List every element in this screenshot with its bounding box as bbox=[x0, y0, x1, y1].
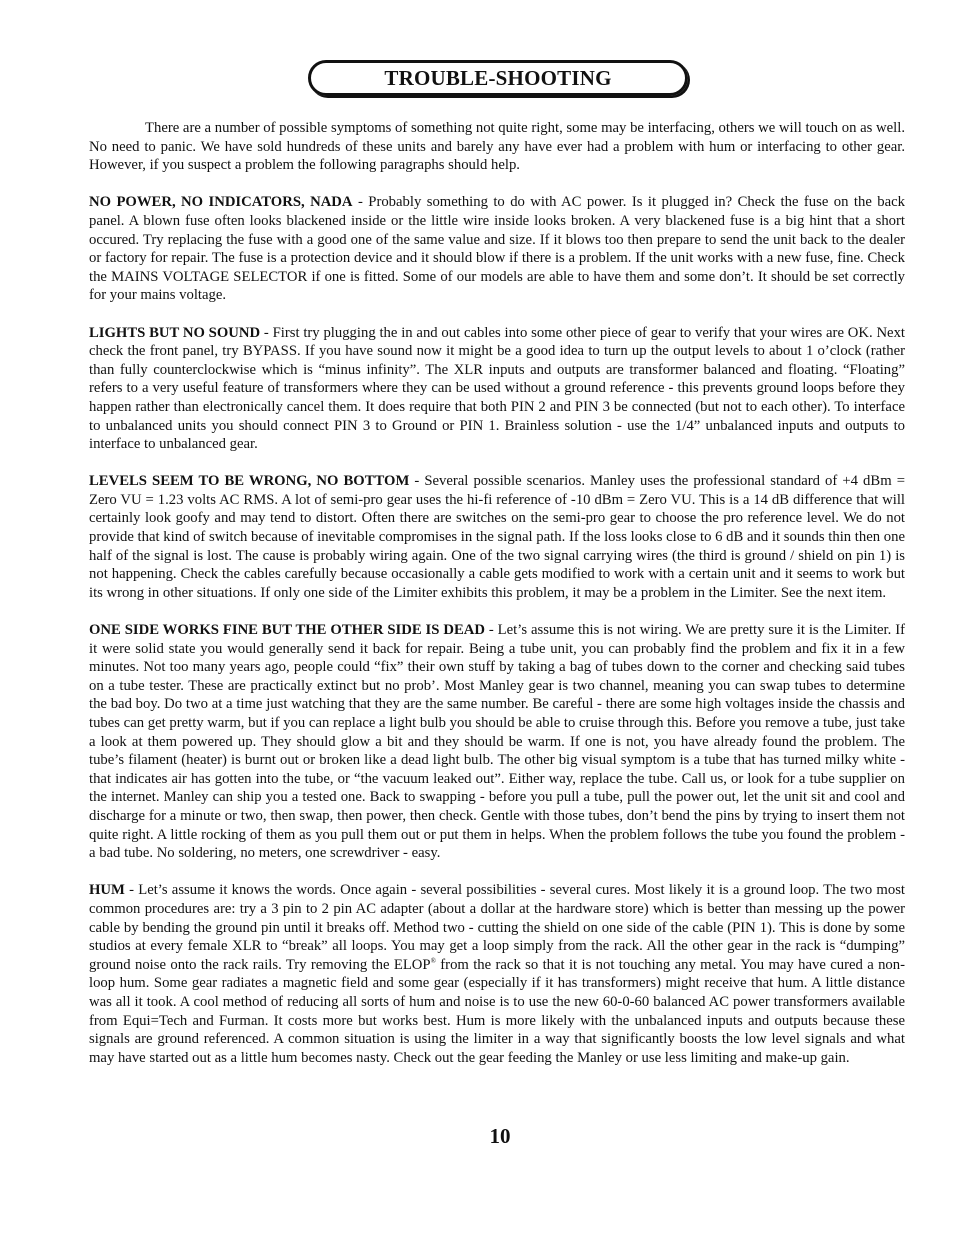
document-body bbox=[89, 119, 905, 1086]
paragraph-levels-wrong bbox=[89, 472, 905, 602]
body-hum-part2: from the rack so that it is not touching any metal. You may have cured a non-loop hum. Some gear radiates a magnetic field and some gear (especially if it has transformers) might receive that hum. A little distance was all it took. A cool method of reducing all sorts of hum and noise is to use the new 60-0-60 balanced AC power transformers available from Equi=Tech and Furman. It costs more but works best. Hum is more likely with the unbalanced inputs and outputs because these signals are ground referenced. A common situation is using the limiter in a way that significantly boosts the low level signals and what may have started out as a little hum becomes nasty. Check out the gear feeding the Manley or use less limiting and make-up gain. bbox=[89, 956, 905, 1066]
body-one-side-dead: - Let’s assume this is not wiring. We are pretty sure it is the Limiter. If it were solid state you would generally send it back for repair. Being a tube unit, you can probably find the problem and fix it in a few minutes. Not too many years ago, people could “fix” their own stuff by taking a bag of tubes down to the corner and checking said tubes on a tube tester. These are practically extinct but no prob’. Most Manley gear is two channel, meaning you can swap tubes to determine the bad boy. Do two at a time just watching that they are the same number. Be careful - there are some high voltages inside the chassis and tubes can get pretty warm, but if you can replace a light bulb you should be able to cruise through this. Before you remove a tube, just take a look at them powered up. They should glow a bit and they should be warm. If one is not, you have already found the problem. The tube’s filament (heater) is burnt out or broken like a dead light bulb. The other big visual symptom is a tube that has turned milky white - that indicates air has gotten into the tube, or “the vacuum leaked out”. Either way, replace the tube. Call us, or look for a tube supplier on the internet. Manley can ship you a tested one. Back to swapping - before you pull a tube, pull the power out, let the unit sit and cool and discharge for a minute or two, then swap, then power, then check. Gentle with those tubes, don’t bend the pins by trying to insert them not quite right. A little rocking of them as you pull them out or put them in helps. When the problem follows the tube you found the problem - a bad tube. No soldering, no meters, one screwdriver - easy. bbox=[89, 622, 905, 862]
body-levels-wrong: - Several possible scenarios. Manley uses the professional standard of +4 dBm = Zero VU = 1.23 volts AC RMS. A lot of semi-pro gear uses the hi-fi reference of -10 dBm = Zero VU. This is a 14 dB difference that will certainly look goofy and may tend to distort. Often there are switches on the semi-pro gear to choose the pro reference level. We do not provide that kind of switch because of inevitable compromises in the signal path. If the loss looks close to 6 dB and it sounds thin then one half of the signal is lost. The cause is probably wiring again. One of the two signal carrying wires (the third is ground / shield on pin 1) is not happening. Check the cables carefully because occasionally a cable gets modified to work with a certain unit and it seems to work but its wrong in other situations. If only one side of the Limiter exhibits this problem, it may be a problem in the Limiter. See the next item. bbox=[89, 473, 905, 601]
body-lights-no-sound: - First try plugging the in and out cables into some other piece of gear to verify that your wires are OK. Next check the front panel, try BYPASS. If you have sound now it might be a good idea to turn up the output levels to about 1 o’clock (rather than fully counterclockwise which is “minus infinity”. The XLR inputs and outputs are transformer balanced and floating. “Floating” refers to a very useful feature of transformers where they can be used without a ground reference - this prevents ground loops before they happen rather than electronically cancel them. It does require that both PIN 2 and PIN 3 be connected (but not to each other). To interface to unbalanced units you should connect PIN 3 to Ground or PIN 1. Brainless solution - use the 1/4” unbalanced inputs and outputs to interface to unbalanced gear. bbox=[89, 324, 905, 453]
paragraph-lights-no-sound bbox=[89, 324, 905, 454]
paragraph-one-side-dead bbox=[89, 621, 905, 863]
section-title-box bbox=[308, 60, 688, 96]
body-hum-part1: - Let’s assume it knows the words. Once again - several possibilities - several cures. Most likely it is a ground loop. The two most common procedures are: try a 3 pin to 2 pin AC adapter (about a dollar at the hardware store) which is better than messing up the power cable by bending the ground pin until it breaks off. Method two - cutting the shield on one side of the cable (PIN 1). This is done by some studios at every female XLR to “break” all loops. You may get a loop simply from the rack. All the other gear in the rack is “dumping” ground noise onto the rack rails. Try removing the ELOP bbox=[89, 882, 905, 973]
heading-lights-no-sound: LIGHTS BUT NO SOUND bbox=[89, 324, 261, 341]
registered-mark: ® bbox=[430, 956, 436, 965]
heading-levels-wrong: LEVELS SEEM TO BE WRONG, NO BOTTOM bbox=[89, 473, 410, 490]
paragraph-no-power bbox=[89, 193, 905, 305]
heading-hum: HUM bbox=[89, 882, 125, 899]
heading-one-side-dead: ONE SIDE WORKS FINE BUT THE OTHER SIDE IS DEAD bbox=[89, 622, 485, 639]
heading-no-power: NO POWER, NO INDICATORS, NADA bbox=[89, 194, 353, 211]
paragraph-hum bbox=[89, 881, 905, 1067]
body-no-power: - Probably something to do with AC power. Is it plugged in? Check the fuse on the back panel. A blown fuse often looks blackened inside or the little wire inside looks broken. A very blackened fuse is a big hint that a short occured. Try replacing the fuse with a good one of the same value and size. If it blows too then prepare to send the unit back to the dealer or factory for repair. The fuse is a protection device and it should blow if there is a problem. If the unit works with a new fuse, fine. Check the MAINS VOLTAGE SELECTOR if one is fitted. Some of our models are able to have them and some don’t. It should be set correctly for your mains voltage. bbox=[89, 194, 905, 304]
page-title: TROUBLE-SHOOTING bbox=[384, 65, 612, 90]
intro-paragraph: There are a number of possible symptoms of something not quite right, some may be interfacing, others we will touch on as well. No need to panic. We have sold hundreds of these units and barely any have ever had a problem with hum or interfacing to other gear. However, if you suspect a problem the following paragraphs should help. bbox=[89, 120, 905, 174]
page-number: 10 bbox=[489, 1124, 511, 1148]
